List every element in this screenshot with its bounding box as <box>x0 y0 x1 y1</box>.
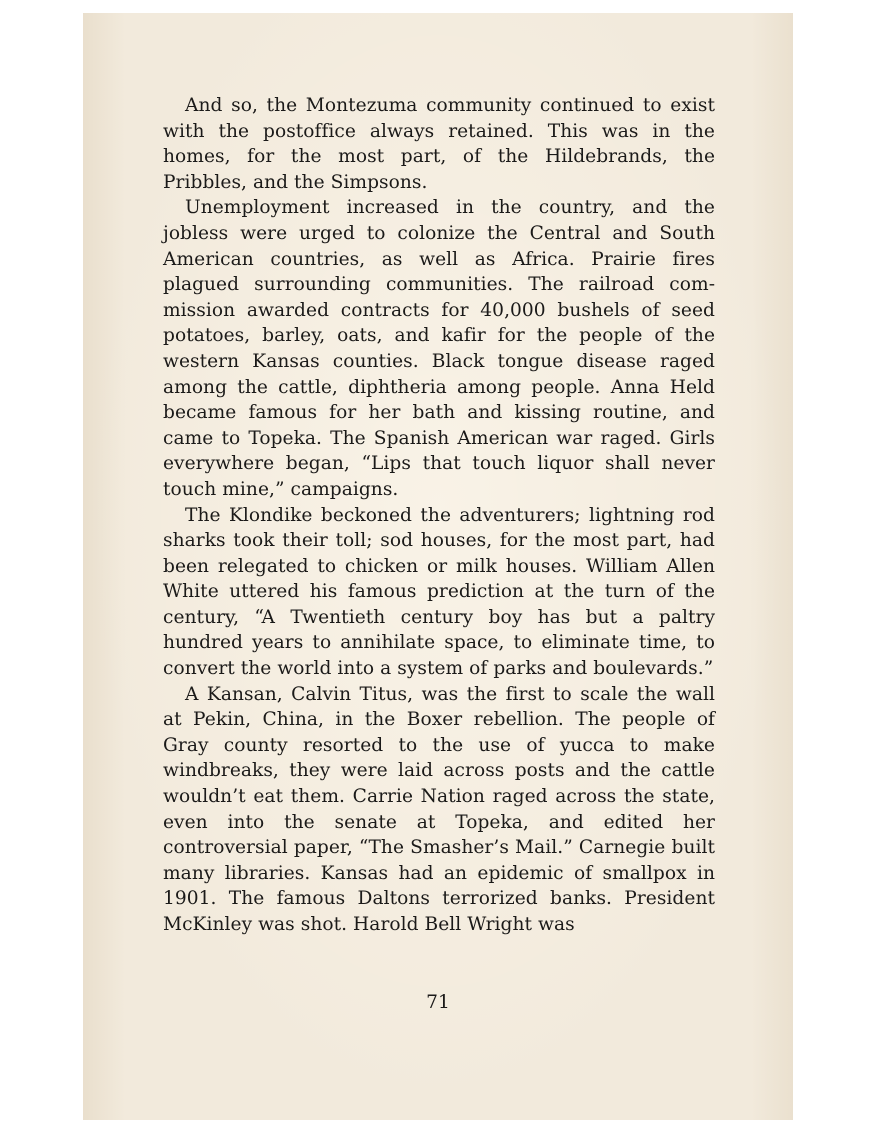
paragraph-klondike: The Klondike beckoned the adventurers; lightning rod sharks took their toll; sod houses, for the most part, had been relegated to chicken or milk houses. William Allen White uttered his famous prediction at the turn of the century, “A Twentieth century boy has but a paltry hundred years to annihilate space, to eliminate time, to convert the world into a system of parks and boulevards.” <box>163 504 715 680</box>
paragraph-montezuma: And so, the Montezuma community continued to exist with the postoffice always retained. This was in the homes, for the most part, of the Hildebrands, the Pribbles, and the Simpsons. <box>163 95 715 193</box>
paragraph-unemployment: Unemployment increased in the country, and the jobless were urged to colonize the Central and South American countries, as well as Africa. Prairie fires plagued surrounding communities. The railroad commission awarded contracts for 40,000 bushels of seed potatoes, barley, oats, and kafir for the people of the western Kansas counties. Black tongue disease raged among the cattle, diphtheria among people. Anna Held became famous for her bath and kissing routine, and came to Topeka. The Spanish American war raged. Girls everywhere began, “Lips that touch liquor shall never touch mine,” campaigns. <box>163 197 715 500</box>
paragraph-calvin-titus: A Kansan, Calvin Titus, was the first to scale the wall at Pekin, China, in the Boxer rebellion. The people of Gray county resorted to the use of yucca to make windbreaks, they were laid across posts and the cattle wouldn’t eat them. Carrie Nation raged across the state, even into the senate at Topeka, and edited her controversial paper, “The Smasher’s Mail.” Carnegie built many libraries. Kansas had an epidemic of smallpox in 1901. The famous Daltons terrorized banks. President McKinley was shot. Harold Bell Wright was <box>163 683 715 935</box>
body-text <box>163 93 715 938</box>
page-number: 71 <box>426 992 450 1013</box>
